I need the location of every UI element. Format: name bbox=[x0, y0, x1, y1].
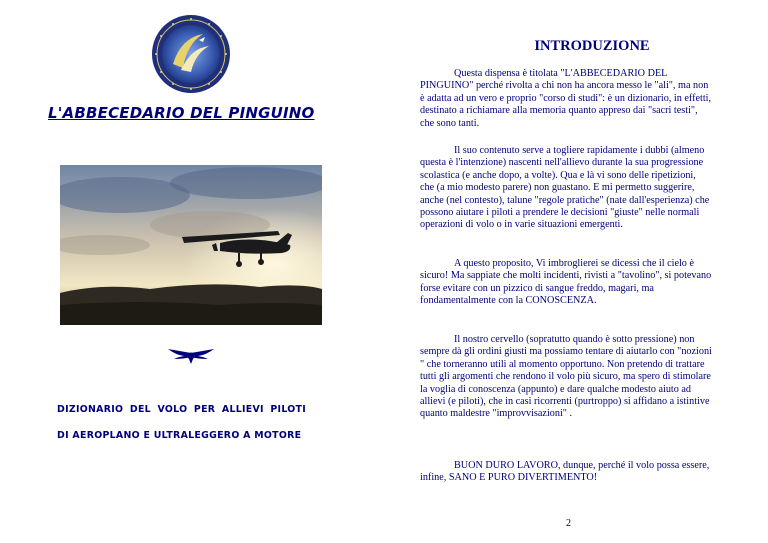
paragraph-1: Questa dispensa è titolata "L'ABBECEDARIO DEL PINGUINO" perché rivolta a chi non ha ancora messo le "ali", ma non è adatta ad un vero e proprio "corso di studi": è un dizionario, in effetti, destinato a richiamare alla memoria quanto appreso dai "sacri testi", che sono tanti. bbox=[420, 68, 712, 129]
paragraph-2: Il suo contenuto serve a togliere rapidamente i dubbi (almeno questa è l'intenzione) nascenti nell'allievo durante la sua progressione scolastica (e anche dopo, a volte). Qua e là vi sono delle ripetizioni, che (a mio modesto parere) non guastano. E mi permetto suggerire, anche (nel contesto), talune "regole pratiche" (nate dall'esperienza) che possono aiutare i piloti a prendere le decisioni "giuste" nelle normali operazioni di volo o in varie situazioni emergenti. bbox=[420, 145, 710, 231]
club-emblem-logo bbox=[151, 14, 231, 94]
document-title: L'ABBECEDARIO DEL PINGUINO bbox=[48, 104, 315, 122]
page-number: 2 bbox=[566, 518, 571, 529]
right-page bbox=[420, 0, 720, 543]
paragraph-4: Il nostro cervello (sopratutto quando è sotto pressione) non sempre dà gli ordini giusti ma possiamo tentare di aiutarlo con "nozioni " che torneranno utili al momento opportuno. Non pretendo di trattare tutti gli argomenti che rendono il volo più sicuro, ma spero di stimolare la voglia di conoscenza (appunto) e dare qualche modesto aiuto ad allievi (e piloti), che in casi ricorrenti (purtroppo) si affidano a istintive quanto maldestre "improvvisazioni" . bbox=[420, 334, 712, 420]
introduction-heading: INTRODUZIONE bbox=[534, 38, 650, 54]
airplane-sunset-photo bbox=[60, 165, 322, 325]
paragraph-3: A questo proposito, Vi imbroglierei se dicessi che il cielo è sicuro! Ma sappiate che molti incidenti, rivisti a "tavolino", si potevano forse evitare con un pizzico di sangue freddo, magari, ma fondamentalmente con la CONOSCENZA. bbox=[420, 258, 712, 307]
pilot-wings-icon bbox=[166, 347, 216, 365]
subtitle-line-1: DIZIONARIO DEL VOLO PER ALLIEVI PILOTI bbox=[57, 404, 307, 415]
subtitle-line-2: DI AEROPLANO E ULTRALEGGERO A MOTORE bbox=[57, 430, 302, 441]
paragraph-5: BUON DURO LAVORO, dunque, perché il volo possa essere, infine, SANO E PURO DIVERTIMENTO! bbox=[420, 460, 710, 484]
